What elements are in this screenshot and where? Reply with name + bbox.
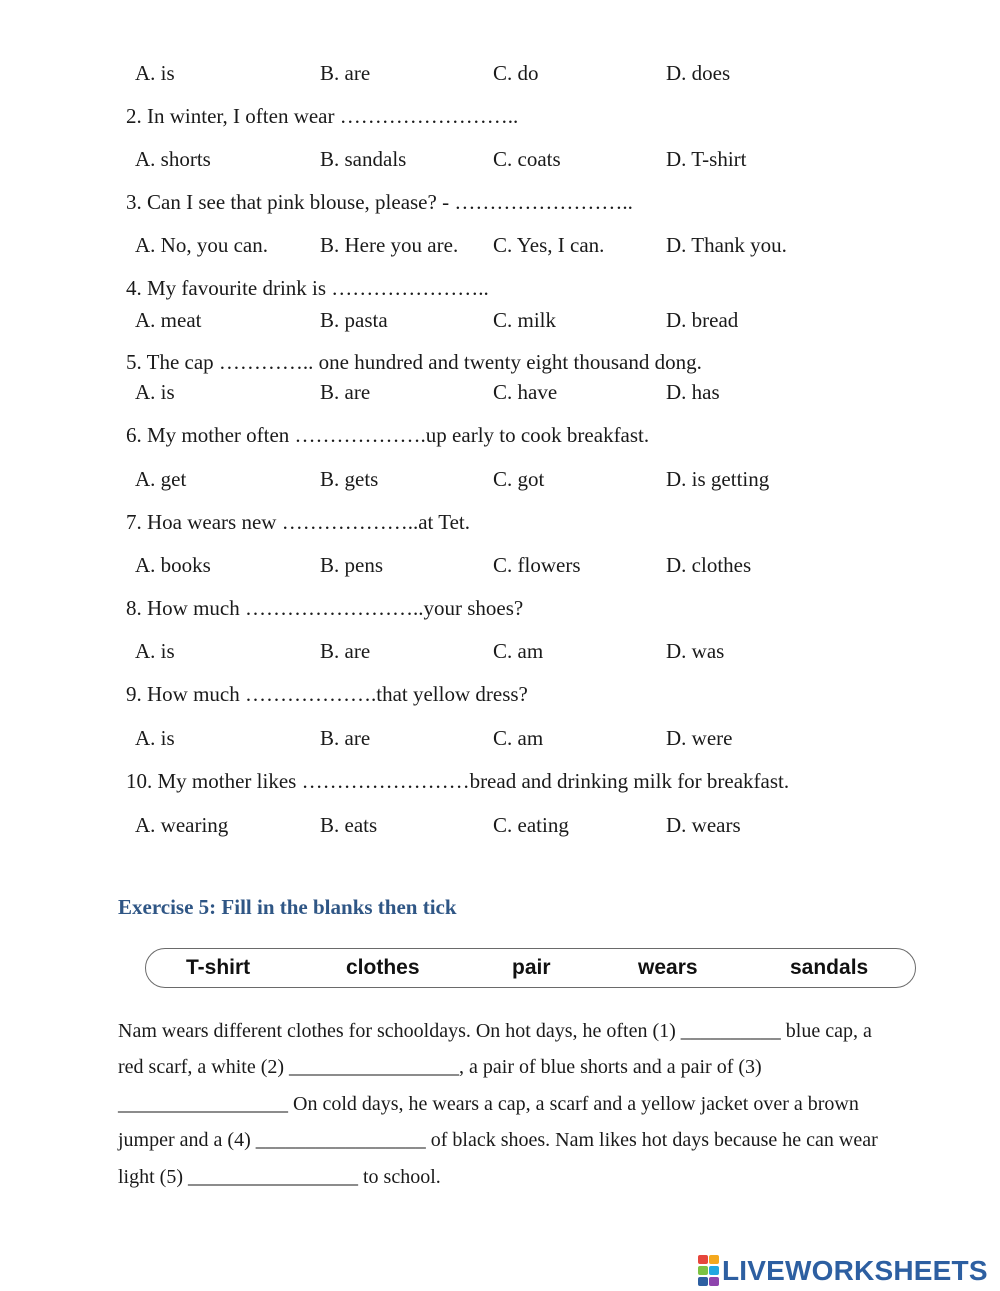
word-bank-item: pair [512, 956, 551, 979]
q8-options [0, 638, 1000, 664]
q5-option-a[interactable]: A. is [135, 380, 175, 404]
q5-stem: 5. The cap ………….. one hundred and twenty eight thousand dong. [126, 350, 702, 374]
passage-line: jumper and a (4) _________________ of black shoes. Nam likes hot days because he can wear [118, 1129, 878, 1151]
word-bank-item: clothes [346, 956, 420, 979]
q6-option-a[interactable]: A. get [135, 467, 187, 491]
q9-option-b[interactable]: B. are [320, 726, 371, 750]
q3-option-a[interactable]: A. No, you can. [135, 233, 268, 257]
q7-option-d[interactable]: D. clothes [666, 553, 752, 577]
q6-option-b[interactable]: B. gets [320, 467, 379, 491]
q4-option-d[interactable]: D. bread [666, 308, 739, 332]
q7-option-a[interactable]: A. books [135, 553, 211, 577]
word-bank [145, 948, 916, 988]
q1-option-c[interactable]: C. do [493, 61, 539, 85]
q3-options [0, 232, 1000, 258]
word-bank-item: T-shirt [186, 956, 251, 979]
q2-options [0, 146, 1000, 172]
word-bank-item: wears [638, 956, 698, 979]
q9-option-d[interactable]: D. were [666, 726, 733, 750]
q9-stem: 9. How much ……………….that yellow dress? [126, 682, 528, 706]
q2-stem: 2. In winter, I often wear …………………….. [126, 104, 519, 128]
q8-option-a[interactable]: A. is [135, 639, 175, 663]
q5-option-d[interactable]: D. has [666, 380, 720, 404]
q6-option-c[interactable]: C. got [493, 467, 545, 491]
q8-stem: 8. How much ……………………..your shoes? [126, 596, 524, 620]
q10-option-b[interactable]: B. eats [320, 813, 378, 837]
liveworksheets-logo [698, 1256, 988, 1286]
q9-option-a[interactable]: A. is [135, 726, 175, 750]
q2-option-d[interactable]: D. T-shirt [666, 147, 747, 171]
q10-option-a[interactable]: A. wearing [135, 813, 229, 837]
word-bank-item: sandals [790, 956, 869, 979]
q6-stem: 6. My mother often ……………….up early to cook breakfast. [126, 423, 650, 447]
q8-option-b[interactable]: B. are [320, 639, 371, 663]
q6-option-d[interactable]: D. is getting [666, 467, 770, 491]
q10-option-c[interactable]: C. eating [493, 813, 569, 837]
q4-option-b[interactable]: B. pasta [320, 308, 388, 332]
q3-option-c[interactable]: C. Yes, I can. [493, 233, 605, 257]
q4-options [0, 307, 1000, 333]
q3-option-b[interactable]: B. Here you are. [320, 233, 459, 257]
q4-option-c[interactable]: C. milk [493, 308, 557, 332]
q3-stem: 3. Can I see that pink blouse, please? - …………………….. [126, 190, 633, 214]
exercise-5-title: Exercise 5: Fill in the blanks then tick [118, 895, 457, 919]
q10-options [0, 812, 1000, 838]
q2-option-a[interactable]: A. shorts [135, 147, 211, 171]
q8-option-d[interactable]: D. was [666, 639, 725, 663]
q3-option-d[interactable]: D. Thank you. [666, 233, 787, 257]
q7-option-c[interactable]: C. flowers [493, 553, 581, 577]
logo-text: LIVEWORKSHEETS [722, 1255, 988, 1286]
q7-options [0, 552, 1000, 578]
logo-blocks-icon [698, 1255, 719, 1287]
passage-line: red scarf, a white (2) _________________, a pair of blue shorts and a pair of (3) [118, 1056, 762, 1078]
passage-line: light (5) _________________ to school. [118, 1166, 441, 1188]
passage-line: _________________ On cold days, he wears a cap, a scarf and a yellow jacket over a brown [118, 1093, 859, 1115]
q10-option-d[interactable]: D. wears [666, 813, 741, 837]
q9-option-c[interactable]: C. am [493, 726, 544, 750]
q9-options [0, 725, 1000, 751]
q8-option-c[interactable]: C. am [493, 639, 544, 663]
q4-option-a[interactable]: A. meat [135, 308, 202, 332]
q6-options [0, 466, 1000, 492]
q10-stem: 10. My mother likes ……………………bread and drinking milk for breakfast. [126, 769, 790, 793]
q1-option-a[interactable]: A. is [135, 61, 175, 85]
q7-stem: 7. Hoa wears new ………………..at Tet. [126, 510, 470, 534]
q1-option-d[interactable]: D. does [666, 61, 731, 85]
q5-option-b[interactable]: B. are [320, 380, 371, 404]
q2-option-c[interactable]: C. coats [493, 147, 561, 171]
q4-stem: 4. My favourite drink is ………………….. [126, 276, 489, 300]
q1-options [0, 60, 1000, 86]
q7-option-b[interactable]: B. pens [320, 553, 383, 577]
passage-line: Nam wears different clothes for schooldays. On hot days, he often (1) __________ blue cap, a [118, 1020, 872, 1042]
q5-options [0, 379, 1000, 405]
q5-option-c[interactable]: C. have [493, 380, 558, 404]
q2-option-b[interactable]: B. sandals [320, 147, 407, 171]
q1-option-b[interactable]: B. are [320, 61, 371, 85]
